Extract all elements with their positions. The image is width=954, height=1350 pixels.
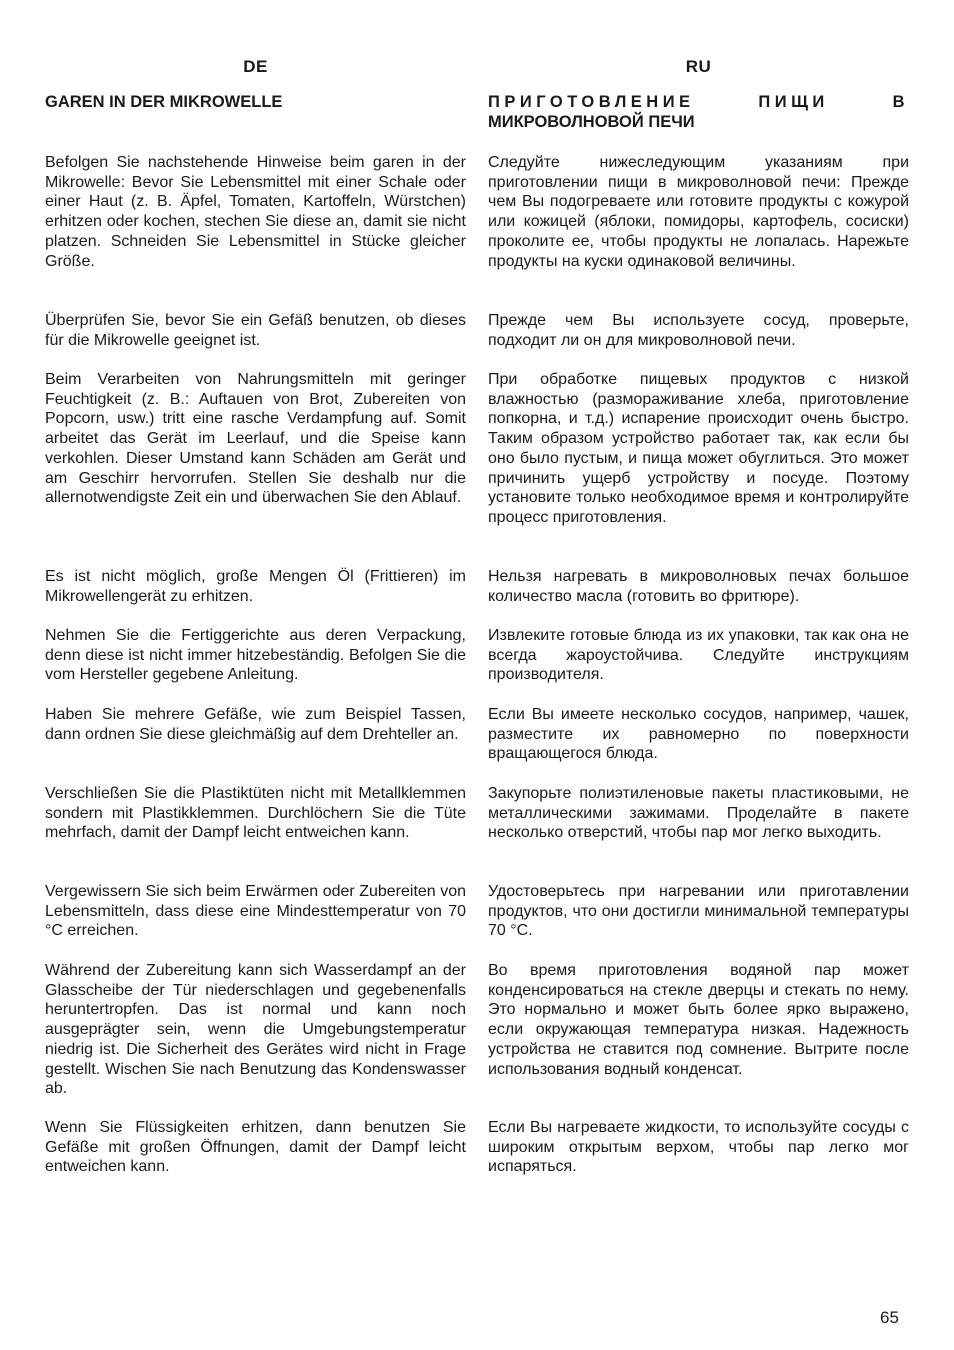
paragraph-de-4: Es ist nicht möglich, große Mengen Öl (Frittieren) im Mikrowellengerät zu erhitzen.	[45, 568, 466, 605]
paragraph-ru-1: Следуйте нижеследующим указаниям при приготовлении пищи в микроволновой печи: Прежде чем Вы подогреваете или готовите продукты с кожурой или кожицей (яблоки, помидоры, картофель, сосиски) проколите ее, чтобы продукты не лопалась. Нарежьте продукты на куски одинаковой величины.	[488, 154, 909, 270]
paragraph-ru-4: Нельзя нагревать в микроволновых печах большое количество масла (готовить во фритюре).	[488, 568, 909, 605]
paragraph-ru-9: Во время приготовления водяной пар может конденсироваться на стекле дверцы и стекать по нему. Это нормально и может быть более ярко выражено, если окружающая температура низкая. Надежность устройства не ставится под сомнение. Вытрите после использования водный конденсат.	[488, 962, 909, 1078]
language-label-ru: RU	[685, 57, 712, 76]
paragraph-ru-10: Если Вы нагреваете жидкости, то используйте сосуды с широким открытым верхом, чтобы пар легко мог испаряться.	[488, 1119, 909, 1176]
paragraph-ru-6: Если Вы имеете несколько сосудов, например, чашек, разместите их равномерно по поверхности вращающегося блюда.	[488, 706, 909, 763]
paragraph-de-8: Vergewissern Sie sich beim Erwärmen oder Zubereiten von Lebensmitteln, dass diese eine Mindesttemperatur von 70 °C erreichen.	[45, 883, 466, 940]
paragraph-de-7: Verschließen Sie die Plastiktüten nicht mit Metallklemmen sondern mit Plastikklemmen. Durchlöchern Sie die Tüte mehrfach, damit der Dampf leicht entweichen kann.	[45, 785, 466, 842]
language-label-de: DE	[243, 57, 268, 76]
paragraph-de-6: Haben Sie mehrere Gefäße, wie zum Beispiel Tassen, dann ordnen Sie diese gleichmäßig auf dem Drehteller an.	[45, 706, 466, 743]
paragraph-ru-2: Прежде чем Вы используете сосуд, проверьте, подходит ли он для микроволновой печи.	[488, 312, 909, 349]
section-title-ru-line1: ПРИГОТОВЛЕНИЕ ПИЩИ В	[488, 93, 909, 111]
section-title-ru-line2: МИКРОВОЛНОВОЙ ПЕЧИ	[488, 112, 695, 131]
paragraph-de-3: Beim Verarbeiten von Nahrungsmitteln mit geringer Feuchtigkeit (z. B.: Auftauen von Brot, Zubereiten von Popcorn, usw.) tritt eine rasche Verdampfung auf. Somit arbeitet das Gerät im Leerlauf, und die Speise kann verkohlen. Dieser Umstand kann Schäden am Gerät und am Geschirr hervorrufen. Stellen Sie deshalb nur die allernotwendigste Zeit ein und überwachen Sie den Ablauf.	[45, 371, 466, 507]
paragraph-ru-7: Закупорьте полиэтиленовые пакеты пластиковыми, не металлическими зажимами. Проделайте в пакете несколько отверстий, чтобы пар мог легко выходить.	[488, 785, 909, 842]
paragraph-de-1: Befolgen Sie nachstehende Hinweise beim garen in der Mikrowelle: Bevor Sie Lebensmittel mit einer Schale oder einer Haut (z. B. Äpfel, Tomaten, Kartoffeln, Würstchen) erhitzen oder kochen, stechen Sie diese an, damit sie nicht platzen. Schneiden Sie Lebensmittel in Stücke gleicher Größe.	[45, 154, 466, 270]
paragraph-ru-8: Удостоверьтесь при нагревании или приготавлении продуктов, что они достигли минимальной температуры 70 °С.	[488, 883, 909, 940]
section-title-de: GAREN IN DER MIKROWELLE	[45, 93, 283, 111]
paragraph-ru-3: При обработке пищевых продуктов с низкой влажностью (размораживание хлеба, приготовление попкорна, и т.д.) испарение происходит очень быстро. Таким образом устройство работает так, как если бы оно было пустым, и пища может обуглиться. Это может причинить ущерб устройству и посуде. Поэтому установите только необходимое время и контролируйте процесс приготовления.	[488, 371, 909, 526]
paragraph-de-10: Wenn Sie Flüssigkeiten erhitzen, dann benutzen Sie Gefäße mit großen Öffnungen, damit der Dampf leicht entweichen kann.	[45, 1119, 466, 1176]
page-number: 65	[880, 1308, 899, 1327]
section-title-ru	[488, 93, 909, 132]
paragraph-ru-5: Извлеките готовые блюда из их упаковки, так как она не всегда жароустойчива. Следуйте инструкциям производителя.	[488, 627, 909, 684]
paragraph-de-5: Nehmen Sie die Fertiggerichte aus deren Verpackung, denn diese ist nicht immer hitzebeständig. Befolgen Sie die vom Hersteller gegebene Anleitung.	[45, 627, 466, 684]
paragraph-de-2: Überprüfen Sie, bevor Sie ein Gefäß benutzen, ob dieses für die Mikrowelle geeignet ist.	[45, 312, 466, 349]
paragraph-de-9: Während der Zubereitung kann sich Wasserdampf an der Glasscheibe der Tür niederschlagen und gegebenenfalls heruntertropfen. Das ist normal und kann noch ausgeprägter sein, wenn die Umgebungstemperatur niedrig ist. Die Sicherheit des Gerätes wird nicht in Frage gestellt. Wischen Sie nach Benutzung das Kondenswasser ab.	[45, 962, 466, 1098]
